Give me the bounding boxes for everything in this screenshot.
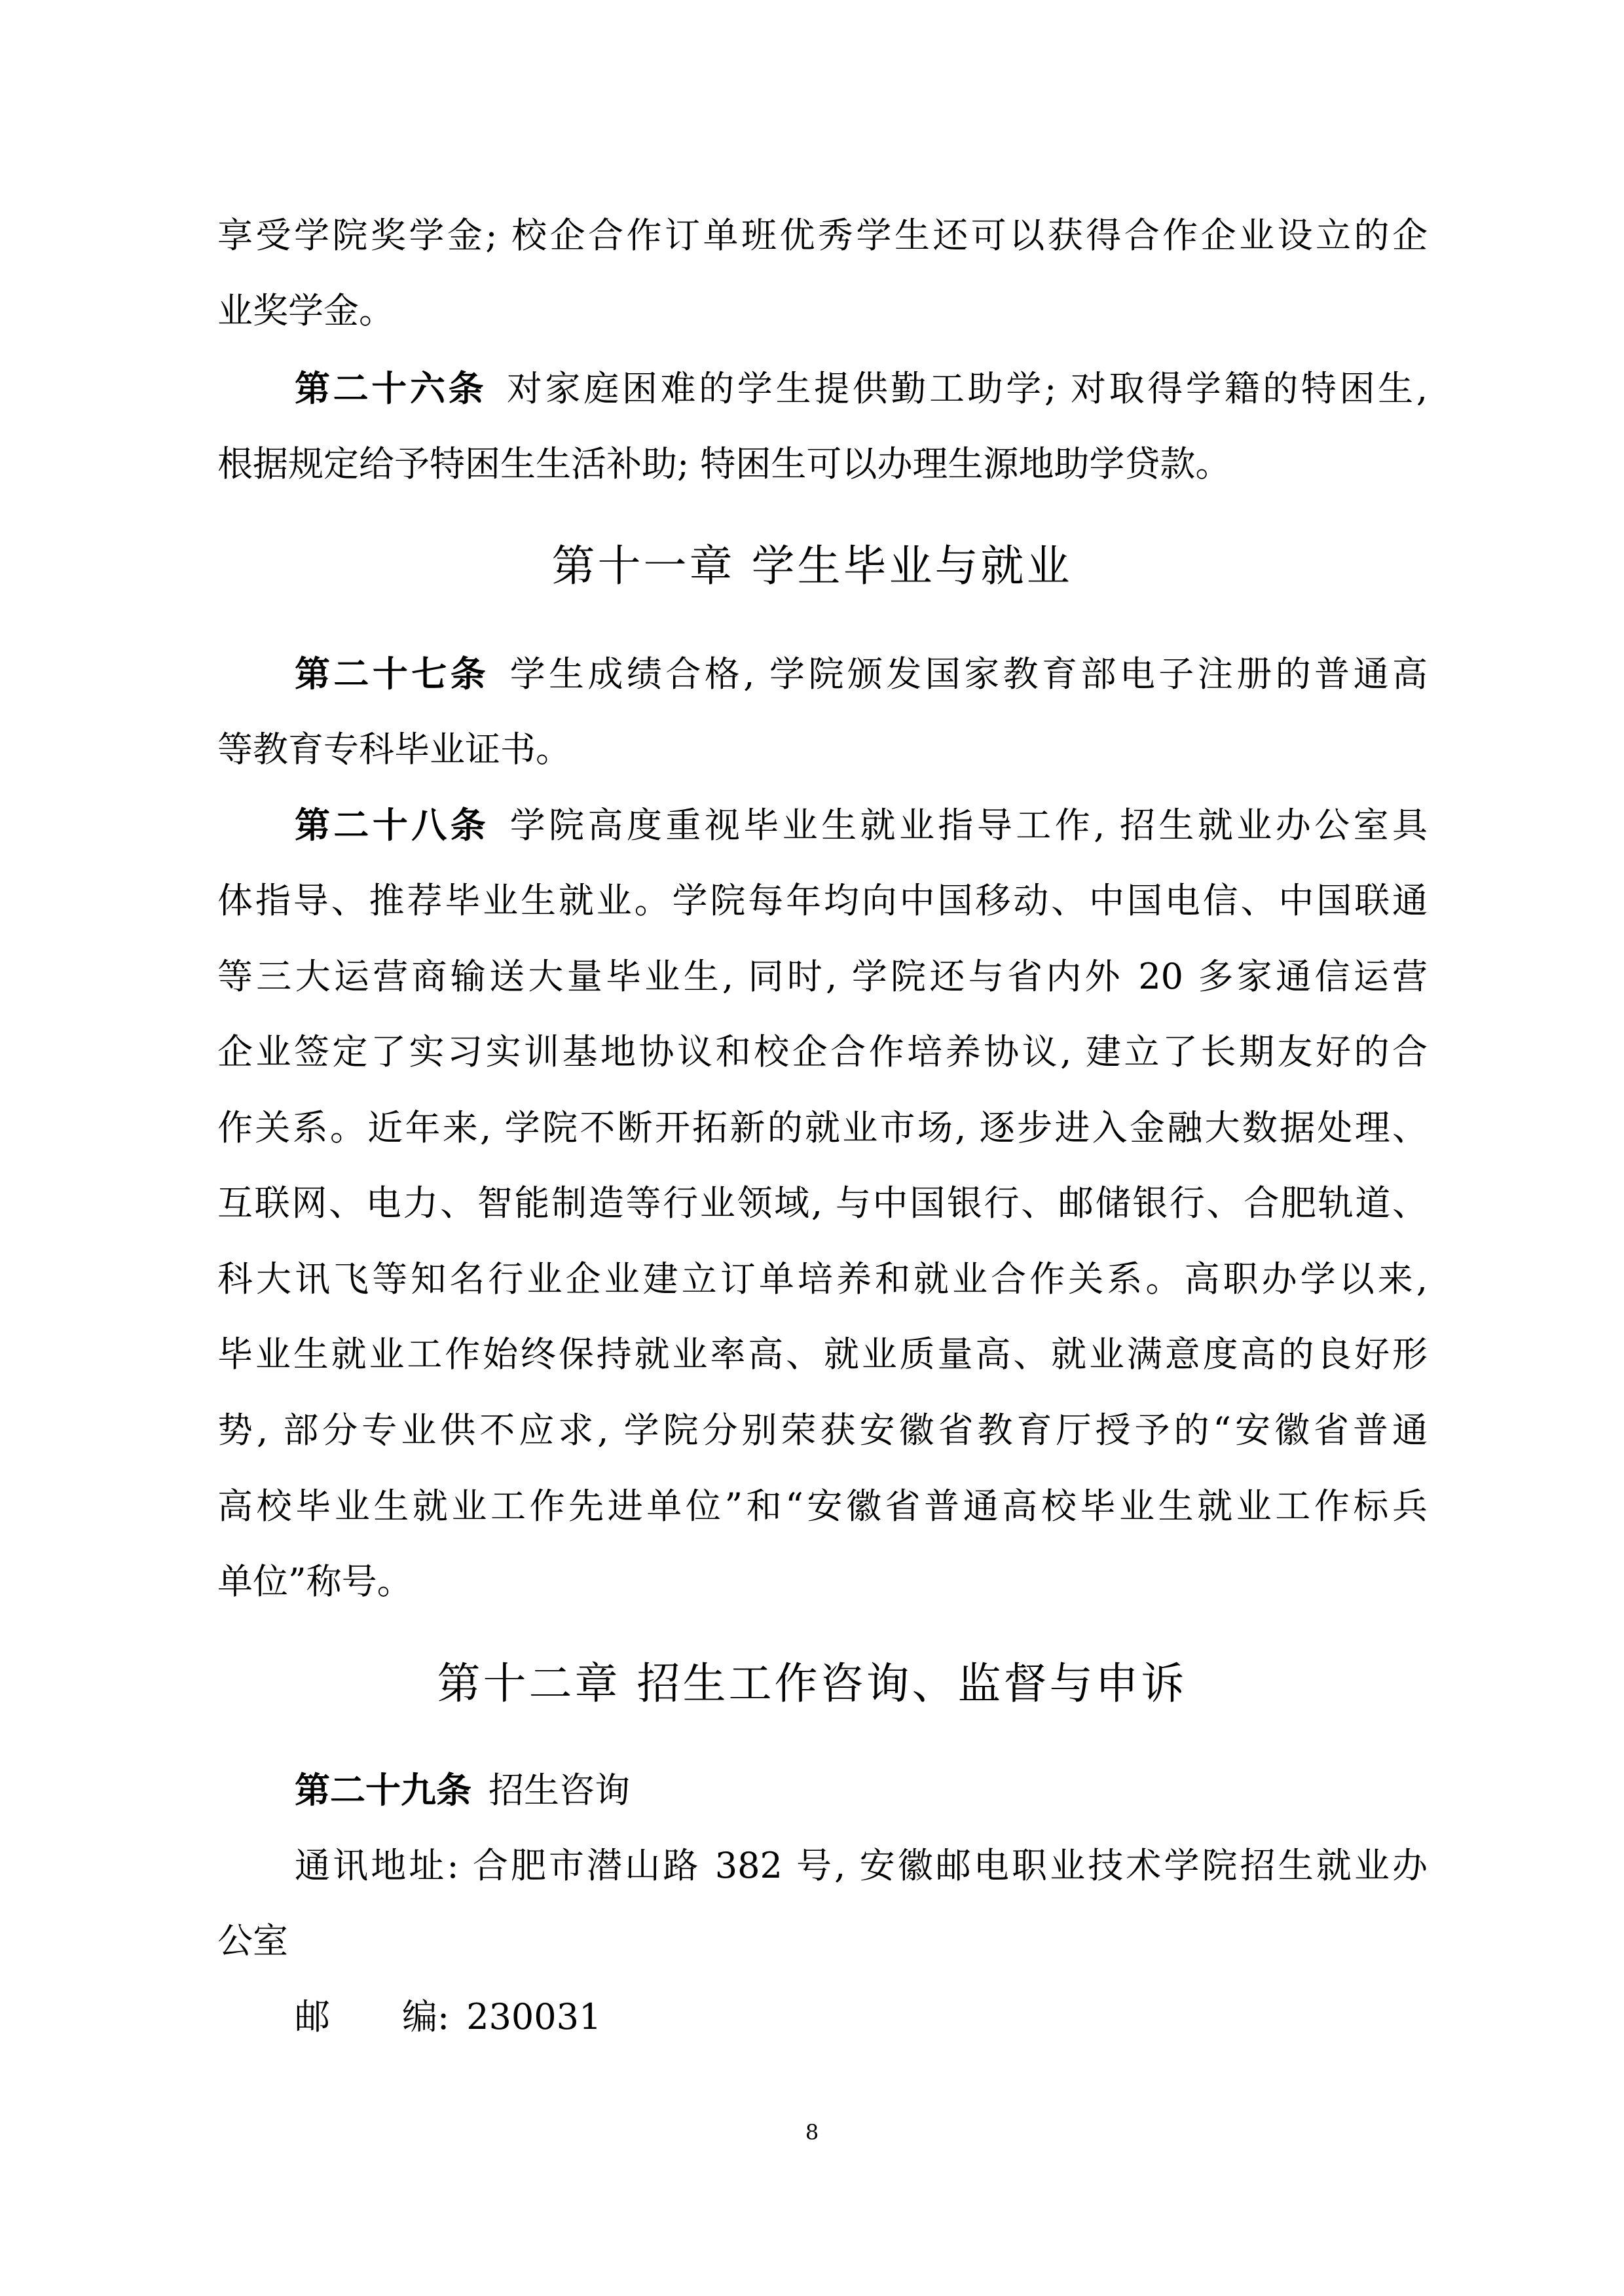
paragraph-line: 业奖学金。 [217, 290, 394, 331]
article-27-line-2: 等教育专科毕业证书。 [217, 729, 571, 770]
article-28-line: 等三大运营商输送大量毕业生, 同时, 学院还与省内外 20 多家通信运营 [217, 956, 1428, 997]
article-26-text: 对家庭困难的学生提供勤工助学; 对取得学籍的特困生, [504, 368, 1428, 409]
article-28-line-1 [217, 800, 1428, 850]
article-28-line: 作关系。近年来, 学院不断开拓新的就业市场, 逐步进入金融大数据处理、 [217, 1107, 1428, 1148]
chapter-11-heading: 第十一章 学生毕业与就业 [551, 541, 1073, 591]
article-29-label: 第二十九条 [295, 1769, 471, 1811]
contact-address-line-2: 公室 [217, 1920, 288, 1961]
contact-postal-line [217, 1992, 1428, 2042]
article-28-line: 体指导、推荐毕业生就业。学院每年均向中国移动、中国电信、中国联通 [217, 880, 1428, 921]
article-26-label: 第二十六条 [295, 367, 487, 409]
article-28-line: 毕业生就业工作始终保持就业率高、就业质量高、就业满意度高的良好形 [217, 1334, 1428, 1375]
page-number: 8 [805, 2120, 819, 2145]
article-26-line-2: 根据规定给予特困生生活补助; 特困生可以办理生源地助学贷款。 [217, 443, 1231, 484]
article-29-text: 招生咨询 [489, 1770, 630, 1811]
article-28-label: 第二十八条 [295, 804, 490, 846]
chapter-12-heading: 第十二章 招生工作咨询、监督与申诉 [437, 1658, 1187, 1709]
article-28-line: 单位”称号。 [217, 1561, 413, 1602]
article-28-line: 互联网、电力、智能制造等行业领域, 与中国银行、邮储银行、合肥轨道、 [217, 1182, 1428, 1224]
article-28-line: 企业签定了实习实训基地协议和校企合作培养协议, 建立了长期友好的合 [217, 1031, 1428, 1072]
article-27-line-1 [217, 649, 1428, 699]
article-28-line: 科大讯飞等知名行业企业建立订单培养和就业合作关系。高职办学以来, [217, 1258, 1428, 1300]
paragraph-line: 享受学院奖学金; 校企合作订单班优秀学生还可以获得合作企业设立的企 [217, 215, 1428, 256]
article-28-line: 高校毕业生就业工作先进单位”和“安徽省普通高校毕业生就业工作标兵 [217, 1485, 1428, 1527]
postal-label-char-2: 编: [402, 1996, 450, 2037]
postal-code: 230031 [466, 1996, 602, 2037]
postal-label-char-1: 邮 [295, 1996, 330, 2037]
article-28-line: 势, 部分专业供不应求, 学院分别荣获安徽省教育厅授予的“安徽省普通 [217, 1410, 1428, 1451]
article-28-text: 学院高度重视毕业生就业指导工作, 招生就业办公室具 [506, 805, 1428, 846]
article-27-text: 学生成绩合格, 学院颁发国家教育部电子注册的普通高 [506, 653, 1428, 695]
article-29-line [217, 1765, 1428, 1815]
article-26-line-1 [217, 363, 1428, 414]
article-27-label: 第二十七条 [295, 653, 490, 695]
contact-address-line-1: 通讯地址: 合肥市潜山路 382 号, 安徽邮电职业技术学院招生就业办 [295, 1845, 1428, 1886]
